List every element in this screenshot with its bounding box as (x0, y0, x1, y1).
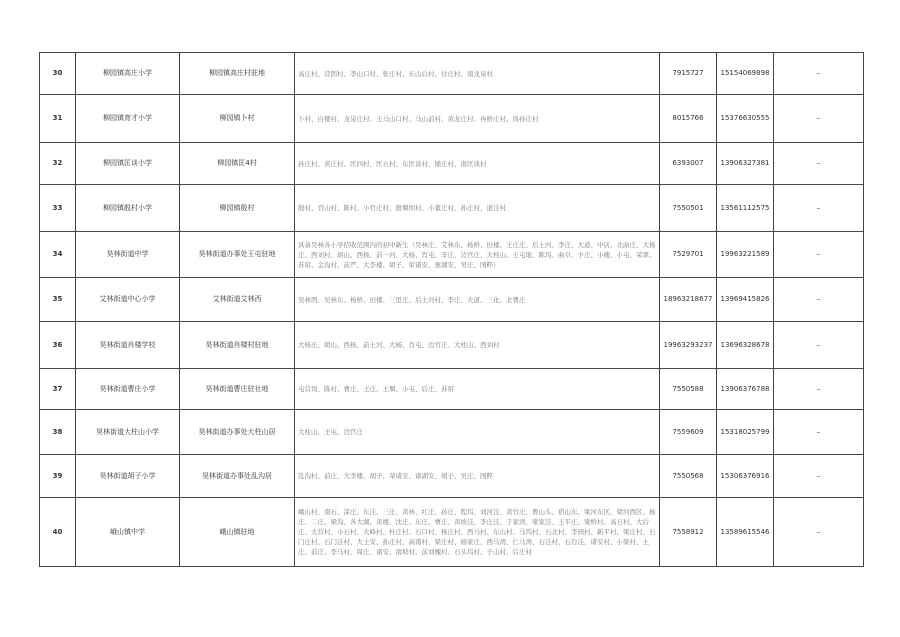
school-site-cell: 昊林街道肖楼村驻地 (180, 322, 295, 369)
note-cell: – (774, 369, 864, 410)
enrollment-area-cell: 大杨庄、胡山、西杨、前土河、大杨、肖屯、边官庄、大柱山、西刘村 (295, 322, 660, 369)
mobile-phone-cell: 13696328678 (717, 322, 774, 369)
mobile-phone-cell: 13969415826 (717, 278, 774, 322)
table-row (40, 232, 864, 278)
table-row (40, 53, 864, 95)
table-row (40, 410, 864, 455)
table-row (40, 322, 864, 369)
note-cell: – (774, 232, 864, 278)
mobile-phone-cell: 13906376788 (717, 369, 774, 410)
mobile-phone-cell: 15306376916 (717, 455, 774, 498)
row-number-cell: 34 (40, 232, 76, 278)
enrollment-area-cell: 大柱山、王屯、边官庄 (295, 410, 660, 455)
school-name-cell: 柳园镇育才小学 (76, 95, 180, 143)
note-cell: – (774, 278, 864, 322)
note-cell: – (774, 53, 864, 95)
note-cell: – (774, 143, 864, 185)
school-site-cell: 柳园镇匡4村 (180, 143, 295, 185)
table-row (40, 278, 864, 322)
enrollment-area-cell: 卜村、白楼村、龙泉庄村、王马山口村、马山前村、黄龙庄村、冉桥庄村、岗孙庄村 (295, 95, 660, 143)
office-phone-cell: 7915727 (660, 53, 717, 95)
note-cell: – (774, 322, 864, 369)
enrollment-area-cell: 乱沟村、前庄、大李楼、胡子、荣诸安、诸湖安、胡子、吴庄、国粹 (295, 455, 660, 498)
note-cell: – (774, 498, 864, 567)
row-number-cell: 40 (40, 498, 76, 567)
row-number-cell: 39 (40, 455, 76, 498)
office-phone-cell: 19963293237 (660, 322, 717, 369)
school-site-cell: 昊林街道办事处大柱山居 (180, 410, 295, 455)
school-site-cell: 柳园镇殷村 (180, 185, 295, 232)
mobile-phone-cell: 19963221589 (717, 232, 774, 278)
enrollment-area-cell: 具备昊林各小学招收范围内的初中新生（昊林庄、艾林东、杨桥、田楼、王庄庄、后土河、李庄、大道、中店、北曲庄、大杨庄、西刘村、胡山、西杨、前一河、大杨、肖屯、辛庄、边官庄、大柱山、王屯地、陈坞、曲阜、卞庄、小楼、小屯、荣翠、苏窑、金沟村、前严、大李楼、胡子、荣诸安、寨湖安、吴庄、国粹） (295, 232, 660, 278)
enrollment-area-cell: 吴林西、吴林东、杨桥、田楼、三里庄、后土河村、李庄、大道、三化、北曹庄 (295, 278, 660, 322)
school-name-cell: 昊林街道曹庄小学 (76, 369, 180, 410)
mobile-phone-cell: 13589615546 (717, 498, 774, 567)
school-site-cell: 柳园镇高庄村驻地 (180, 53, 295, 95)
school-site-cell: 昊林街道曹庄驻社地 (180, 369, 295, 410)
note-cell: – (774, 185, 864, 232)
office-phone-cell: 7550501 (660, 185, 717, 232)
mobile-phone-cell: 13561112575 (717, 185, 774, 232)
row-number-cell: 36 (40, 322, 76, 369)
office-phone-cell: 7559609 (660, 410, 717, 455)
enrollment-area-cell: 殷村、官山村、陈村、小官庄村、殷堰坝村、小董庄村、孙庄村、道洼村 (295, 185, 660, 232)
table-row (40, 143, 864, 185)
enrollment-area-cell: 孙庄村、黄庄村、匡四村、匡五村、东匡谈村、铺庄村、南匡谈村 (295, 143, 660, 185)
mobile-phone-cell: 15376630555 (717, 95, 774, 143)
school-name-cell: 昊林街道中学 (76, 232, 180, 278)
row-number-cell: 33 (40, 185, 76, 232)
school-name-cell: 柳园镇匡谈小学 (76, 143, 180, 185)
school-name-cell: 峨山镇中学 (76, 498, 180, 567)
mobile-phone-cell: 13906327381 (717, 143, 774, 185)
school-name-cell: 昊林街道肖楼学校 (76, 322, 180, 369)
school-district-table (39, 52, 864, 567)
school-name-cell: 柳园镇高庄小学 (76, 53, 180, 95)
office-phone-cell: 7550588 (660, 369, 717, 410)
office-phone-cell: 6393007 (660, 143, 717, 185)
enrollment-area-cell: 峨山村、南石、凉庄、东洼、三庄、黄林、红庄、孙庄、程坞、刘河洼、黄竹庄、曹山头、宿山东、梁河东区、梁河西区、杨庄、二庄、梁沟、各大湖、黄楼、沈庄、东庄、曹庄、黄坡洼、李庄洼、于家湾、梁家洼、王平庄、梁桥村、高石村、大后庄、大营村、小石村、大峰村、杜庄村、石口村、杨庄村、西马村、东山村、马坞村、石北村、李园村、新平村、梁庄村、石门庄村、石门洼村、大土安、孙庄村、高南村、梁庄村、杨家庄、西马湾、仁马湾、石洼村、石台洼、诸安村、小梁村、土庄、前庄、李马村、周庄、诸安、南坡村、前刘槐村、石头坞村、子山村、后庄村 (295, 498, 660, 567)
row-number-cell: 38 (40, 410, 76, 455)
office-phone-cell: 7550568 (660, 455, 717, 498)
office-phone-cell: 7529701 (660, 232, 717, 278)
school-site-cell: 昊林街道办事处乱沟居 (180, 455, 295, 498)
school-name-cell: 艾林街道中心小学 (76, 278, 180, 322)
school-site-cell: 昊林街道办事处王屯驻地 (180, 232, 295, 278)
enrollment-area-cell: 屯营岗、陈村、曹庄、王庄、王堰、小屯、后庄、苏窑 (295, 369, 660, 410)
table-row (40, 185, 864, 232)
office-phone-cell: 7558912 (660, 498, 717, 567)
note-cell: – (774, 455, 864, 498)
row-number-cell: 32 (40, 143, 76, 185)
row-number-cell: 35 (40, 278, 76, 322)
row-number-cell: 37 (40, 369, 76, 410)
row-number-cell: 31 (40, 95, 76, 143)
table-row (40, 498, 864, 567)
school-name-cell: 昊林街道胡子小学 (76, 455, 180, 498)
school-site-cell: 峨山镇驻地 (180, 498, 295, 567)
row-number-cell: 30 (40, 53, 76, 95)
enrollment-area-cell: 高庄村、营固村、李山口村、张庄村、东山后村、付庄村、南龙泉村 (295, 53, 660, 95)
school-name-cell: 柳园镇殷村小学 (76, 185, 180, 232)
school-site-cell: 柳园镇卜村 (180, 95, 295, 143)
table-row (40, 95, 864, 143)
school-site-cell: 艾林街道艾林西 (180, 278, 295, 322)
school-name-cell: 昊林街道大柱山小学 (76, 410, 180, 455)
office-phone-cell: 8015766 (660, 95, 717, 143)
note-cell: – (774, 410, 864, 455)
table-row (40, 455, 864, 498)
mobile-phone-cell: 15154069898 (717, 53, 774, 95)
office-phone-cell: 18963218677 (660, 278, 717, 322)
mobile-phone-cell: 15318025799 (717, 410, 774, 455)
note-cell: – (774, 95, 864, 143)
table-row (40, 369, 864, 410)
